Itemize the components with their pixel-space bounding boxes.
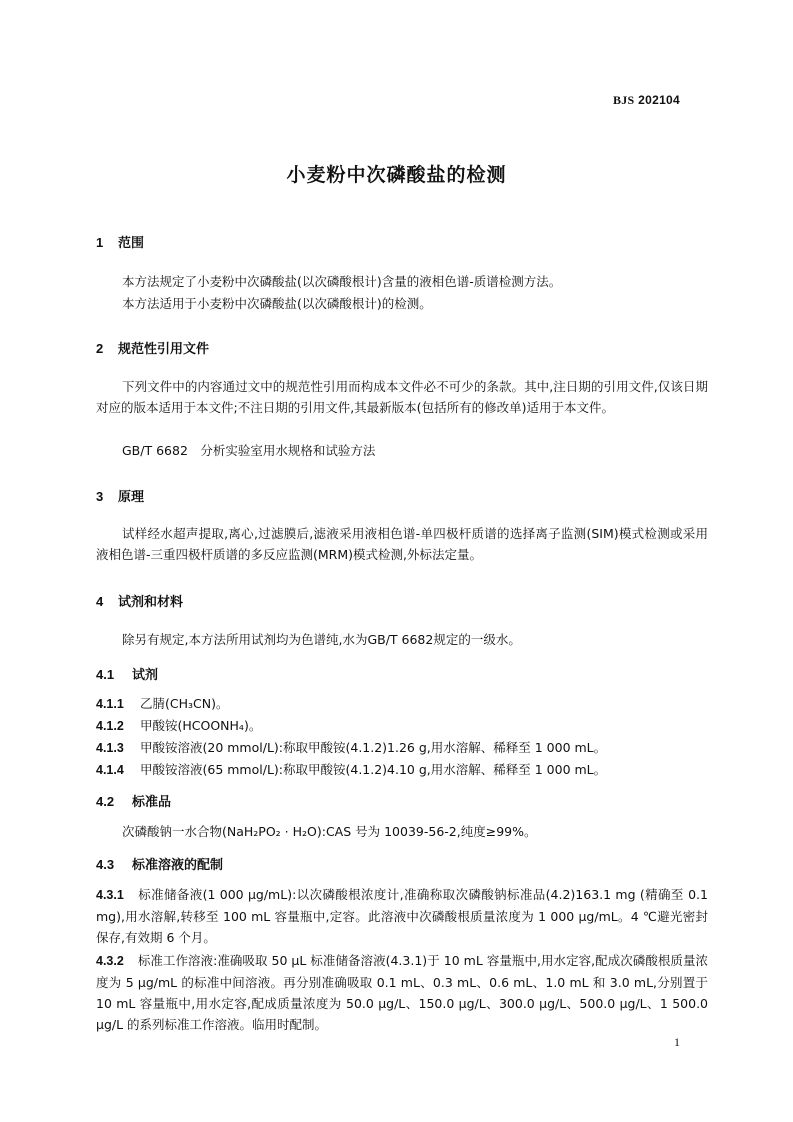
subsection-4-1-heading [96, 664, 158, 683]
section-1-paragraph-1: 本方法规定了小麦粉中次磷酸盐(以次磷酸根计)含量的液相色谱-质谱检测方法。 [122, 274, 562, 289]
item-text: 乙腈(CH₃CN)。 [140, 696, 229, 711]
section-number: 4 [96, 594, 104, 609]
reagent-item [96, 716, 261, 734]
item-number: 4.1.1 [96, 697, 124, 711]
subsection-number: 4.2 [96, 794, 115, 809]
item-text: 甲酸铵(HCOONH₄)。 [140, 718, 262, 733]
normative-reference: GB/T 6682 分析实验室用水规格和试验方法 [122, 443, 376, 458]
section-3-paragraph: 试样经水超声提取,离心,过滤膜后,滤液采用液相色谱-单四极杆质谱的选择离子监测(SIM)模式检测或采用液相色谱-三重四极杆质谱的多反应监测(MRM)模式检测,外标法定量。 [96, 526, 708, 562]
standard-solution-item-1 [96, 884, 708, 948]
document-title: 小麦粉中次磷酸盐的检测 [286, 164, 507, 186]
standard-number: 202104 [638, 93, 680, 107]
reagent-item [96, 694, 228, 712]
section-3-heading [96, 486, 144, 505]
page-number: 1 [674, 1035, 680, 1049]
section-4-paragraph: 除另有规定,本方法所用试剂均为色谱纯,水为GB/T 6682规定的一级水。 [122, 632, 521, 647]
subsection-4-2-heading [96, 791, 171, 810]
reagent-item [96, 760, 606, 778]
standard-material-text: 次磷酸钠一水合物(NaH₂PO₂ · H₂O):CAS 号为 10039-56-2,纯度≥99%。 [122, 824, 537, 839]
item-number: 4.1.2 [96, 719, 124, 733]
item-number: 4.1.3 [96, 741, 124, 755]
section-title: 试剂和材料 [118, 595, 184, 610]
section-title: 范围 [118, 236, 145, 251]
item-number: 4.3.2 [96, 954, 124, 968]
item-text: 标准工作溶液:准确吸取 50 μL 标准储备溶液(4.3.1)于 10 mL 容量瓶中,用水定容,配成次磷酸根质量浓度为 5 μg/mL 的标准中间溶液。再分别准确吸取 0.1 mL、0.3 mL、0.6 mL、1.0 mL 和 3.0 mL,分别置于 10 mL 容量瓶中,用水定容,配成质量浓度为 50.0 μg/L、150.0 μg/L、300.0 μg/L、500.0 μg/L、1 500.0 μg/L 的系列标准工作溶液。临用时配制。 [96, 953, 708, 1032]
subsection-title: 标准溶液的配制 [132, 858, 224, 873]
item-number: 4.3.1 [96, 888, 124, 902]
standard-solution-item-2 [96, 950, 708, 1035]
section-title: 规范性引用文件 [118, 342, 210, 357]
subsection-title: 试剂 [132, 668, 159, 683]
section-1-heading [96, 232, 144, 251]
item-text: 甲酸铵溶液(65 mmol/L):称取甲酸铵(4.1.2)4.10 g,用水溶解、稀释至 1 000 mL。 [140, 762, 607, 777]
item-number: 4.1.4 [96, 763, 124, 777]
section-2-heading [96, 338, 209, 357]
section-1-paragraph-2: 本方法适用于小麦粉中次磷酸盐(以次磷酸根计)的检测。 [122, 296, 432, 311]
standard-code [613, 93, 680, 108]
section-number: 1 [96, 235, 104, 250]
section-title: 原理 [118, 490, 145, 505]
reagent-item [96, 738, 606, 756]
subsection-number: 4.1 [96, 667, 115, 682]
subsection-4-3-heading [96, 854, 223, 873]
subsection-title: 标准品 [132, 795, 172, 810]
subsection-number: 4.3 [96, 857, 115, 872]
section-2-paragraph: 下列文件中的内容通过文中的规范性引用而构成本文件必不可少的条款。其中,注日期的引用文件,仅该日期对应的版本适用于本文件;不注日期的引用文件,其最新版本(包括所有的修改单)适用于本文件。 [96, 379, 708, 415]
section-number: 2 [96, 341, 104, 356]
item-text: 标准储备液(1 000 μg/mL):以次磷酸根浓度计,准确称取次磷酸钠标准品(4.2)163.1 mg (精确至 0.1 mg),用水溶解,转移至 100 mL 容量瓶中,定容。此溶液中次磷酸根质量浓度为 1 000 μg/mL。4 ℃避光密封保存,有效期 6 个月。 [96, 887, 708, 945]
section-number: 3 [96, 489, 104, 504]
standard-prefix: BJS [612, 93, 635, 107]
section-4-heading [96, 591, 183, 610]
item-text: 甲酸铵溶液(20 mmol/L):称取甲酸铵(4.1.2)1.26 g,用水溶解、稀释至 1 000 mL。 [140, 740, 607, 755]
